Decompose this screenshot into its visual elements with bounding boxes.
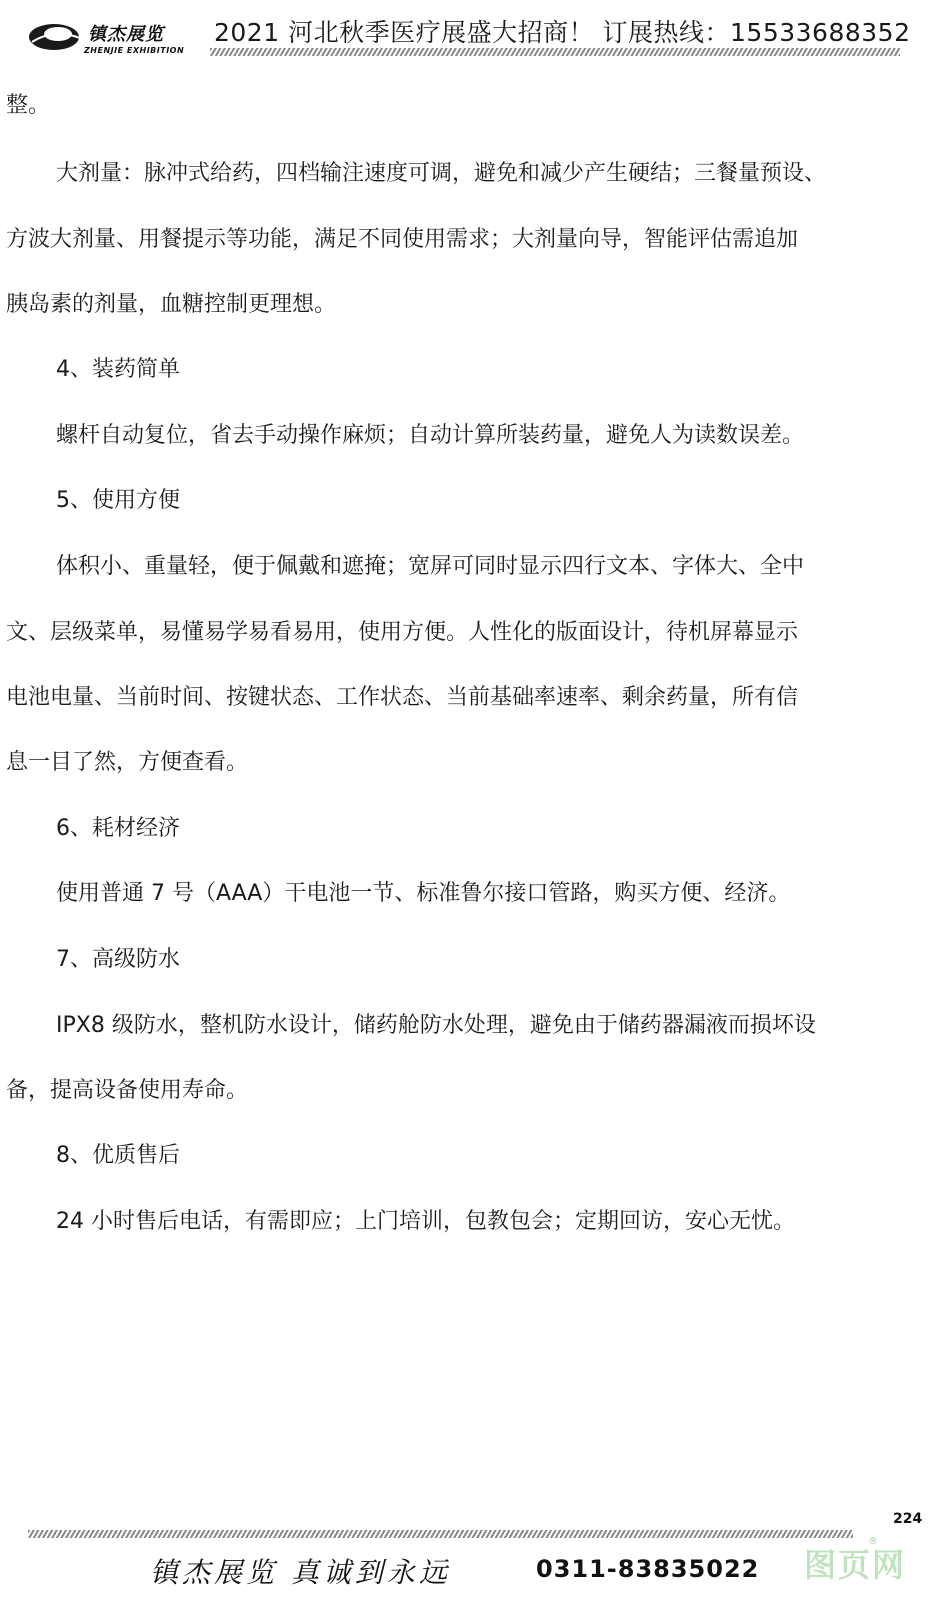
paragraph-line: 文、层级菜单，易懂易学易看易用，使用方便。人性化的版面设计，待机屏幕显示 bbox=[6, 620, 799, 645]
paragraph-line: 息一目了然，方便查看。 bbox=[6, 750, 249, 775]
footer-slogan: 镇杰展览 真诚到永远 bbox=[150, 1556, 451, 1589]
logo-emblem-icon bbox=[28, 20, 84, 52]
section-heading: 8、优质售后 bbox=[56, 1143, 180, 1168]
paragraph-line: 大剂量：脉冲式给药，四档输注速度可调，避免和减少产生硬结；三餐量预设、 bbox=[56, 161, 827, 186]
paragraph-line: 螺杆自动复位，省去手动操作麻烦；自动计算所装药量，避免人为读数误差。 bbox=[56, 423, 805, 448]
paragraph-line: 整。 bbox=[6, 93, 51, 118]
watermark-registered-icon: ® bbox=[868, 1536, 878, 1547]
logo-text-en: ZHENJIE EXHIBITION bbox=[84, 46, 185, 55]
header-title: 2021 河北秋季医疗展盛大招商！ 订展热线：15533688352 bbox=[214, 18, 911, 47]
paragraph-line: 使用普通 7 号（AAA）干电池一节、标准鲁尔接口管路，购买方便、经济。 bbox=[56, 881, 791, 906]
header-divider bbox=[210, 48, 900, 56]
paragraph-line: 体积小、重量轻，便于佩戴和遮掩；宽屏可同时显示四行文本、字体大、全中 bbox=[56, 554, 805, 579]
logo-text-cn: 镇杰展览 bbox=[88, 24, 164, 45]
footer-divider bbox=[28, 1530, 853, 1538]
section-heading: 7、高级防水 bbox=[56, 947, 180, 972]
footer-phone: 0311-83835022 bbox=[536, 1555, 760, 1583]
paragraph-line: 方波大剂量、用餐提示等功能，满足不同使用需求；大剂量向导，智能评估需追加 bbox=[6, 227, 799, 252]
page-number: 224 bbox=[893, 1511, 923, 1527]
section-heading: 6、耗材经济 bbox=[56, 816, 180, 841]
watermark: 图页网 bbox=[804, 1546, 907, 1584]
page-header bbox=[0, 0, 942, 70]
paragraph-line: 24 小时售后电话，有需即应；上门培训，包教包会；定期回访，安心无忧。 bbox=[56, 1209, 795, 1234]
section-heading: 4、装药简单 bbox=[56, 357, 180, 382]
section-heading: 5、使用方便 bbox=[56, 488, 180, 513]
paragraph-line: 电池电量、当前时间、按键状态、工作状态、当前基础率速率、剩余药量，所有信 bbox=[6, 685, 799, 710]
logo bbox=[28, 14, 185, 58]
paragraph-line: 胰岛素的剂量，血糖控制更理想。 bbox=[6, 292, 337, 317]
paragraph-line: IPX8 级防水，整机防水设计，储药舱防水处理，避免由于储药器漏液而损坏设 bbox=[56, 1013, 816, 1038]
paragraph-line: 备，提高设备使用寿命。 bbox=[6, 1078, 249, 1103]
